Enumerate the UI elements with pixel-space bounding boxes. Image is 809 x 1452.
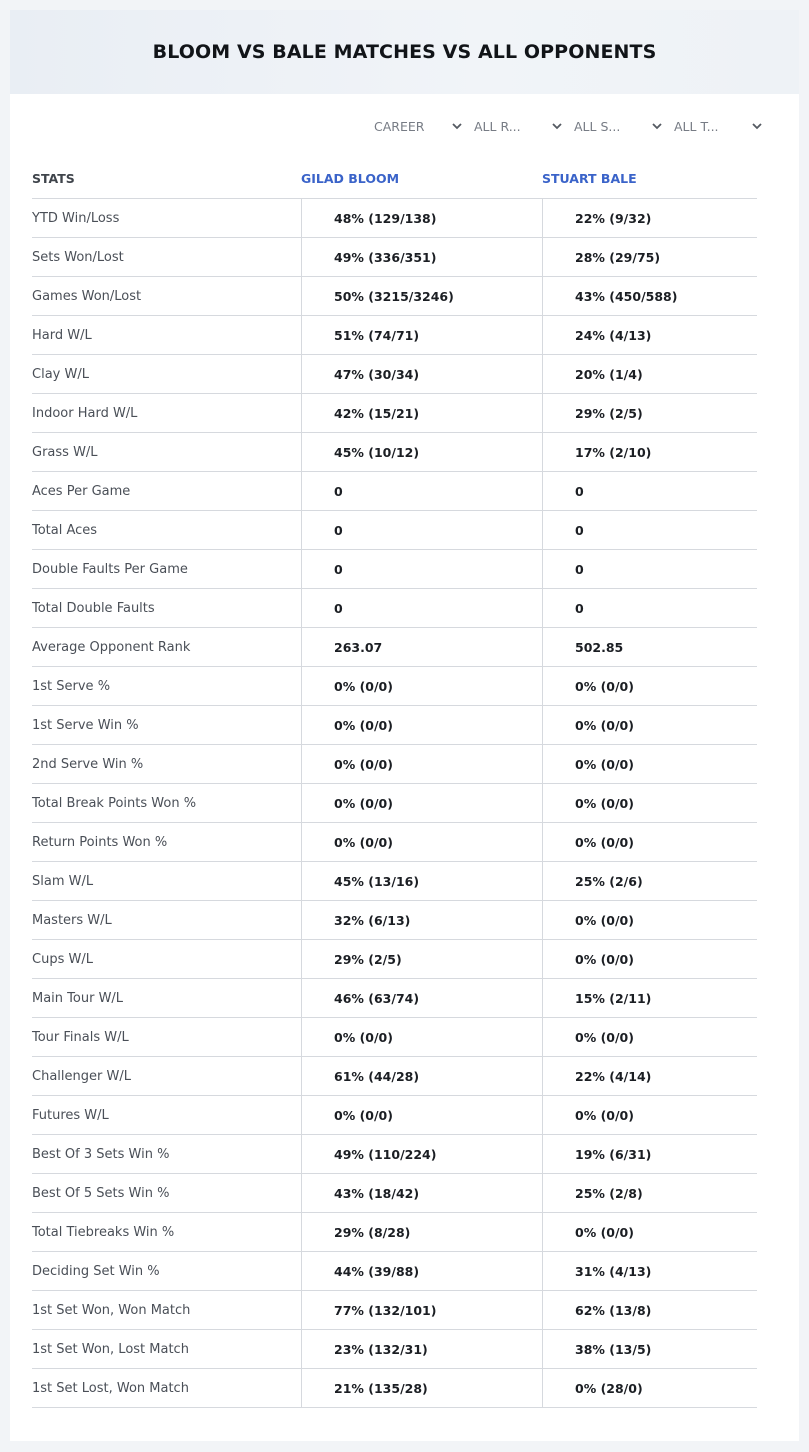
player1-value: 47% (30/34) — [301, 355, 542, 393]
player1-value: 49% (110/224) — [301, 1135, 542, 1173]
chevron-down-icon — [452, 121, 462, 131]
stat-label: Main Tour W/L — [32, 990, 124, 1006]
player1-value: 0% (0/0) — [301, 1096, 542, 1134]
table-row — [32, 1213, 757, 1252]
table-row — [32, 823, 757, 862]
table-row — [32, 745, 757, 784]
table-body — [32, 199, 757, 1408]
table-row — [32, 1252, 757, 1291]
filter-tournament-select[interactable] — [674, 115, 774, 137]
table-row — [32, 667, 757, 706]
player2-value: 28% (29/75) — [542, 238, 757, 276]
player2-value: 0% (0/0) — [542, 1213, 757, 1251]
stat-label: Double Faults Per Game — [32, 561, 188, 577]
player1-value: 42% (15/21) — [301, 394, 542, 432]
player2-value: 22% (9/32) — [542, 199, 757, 237]
player1-value: 21% (135/28) — [301, 1369, 542, 1407]
table-row — [32, 1369, 757, 1408]
table-row — [32, 511, 757, 550]
player2-value: 0 — [542, 472, 757, 510]
player2-value: 17% (2/10) — [542, 433, 757, 471]
player1-value: 29% (2/5) — [301, 940, 542, 978]
stat-label: Cups W/L — [32, 951, 93, 967]
filter-period-select[interactable] — [374, 115, 474, 137]
stat-label: Slam W/L — [32, 873, 94, 889]
stat-label: Total Tiebreaks Win % — [32, 1224, 175, 1240]
table-row — [32, 784, 757, 823]
stat-label: Challenger W/L — [32, 1068, 131, 1084]
player1-value: 0% (0/0) — [301, 784, 542, 822]
player1-value: 0% (0/0) — [301, 823, 542, 861]
table-row — [32, 1330, 757, 1369]
table-row — [32, 277, 757, 316]
table-row — [32, 628, 757, 667]
player1-value: 0% (0/0) — [301, 1018, 542, 1056]
stat-label: Total Break Points Won % — [32, 795, 197, 811]
stat-label: Deciding Set Win % — [32, 1263, 160, 1279]
table-row — [32, 433, 757, 472]
stat-label: 1st Set Won, Lost Match — [32, 1341, 189, 1357]
player2-value: 24% (4/13) — [542, 316, 757, 354]
stat-label: YTD Win/Loss — [32, 210, 120, 226]
stat-label: 1st Set Lost, Won Match — [32, 1380, 189, 1396]
player1-value: 50% (3215/3246) — [301, 277, 542, 315]
player1-value: 29% (8/28) — [301, 1213, 542, 1251]
player1-value: 0 — [301, 511, 542, 549]
filter-bar — [374, 115, 774, 137]
player1-value: 0% (0/0) — [301, 667, 542, 705]
player1-value: 61% (44/28) — [301, 1057, 542, 1095]
player2-value: 0 — [542, 589, 757, 627]
card-header — [10, 10, 799, 94]
stat-label: Total Aces — [32, 522, 98, 538]
stat-label: 2nd Serve Win % — [32, 756, 144, 772]
player2-value: 62% (13/8) — [542, 1291, 757, 1329]
stat-label: Sets Won/Lost — [32, 249, 124, 265]
player1-value: 77% (132/101) — [301, 1291, 542, 1329]
player1-value: 0 — [301, 472, 542, 510]
player1-value: 51% (74/71) — [301, 316, 542, 354]
stat-label: Average Opponent Rank — [32, 639, 191, 655]
stat-label: Return Points Won % — [32, 834, 168, 850]
player1-value: 46% (63/74) — [301, 979, 542, 1017]
stat-label: 1st Serve Win % — [32, 717, 139, 733]
chevron-down-icon — [652, 121, 662, 131]
player2-value: 0% (0/0) — [542, 667, 757, 705]
table-row — [32, 1291, 757, 1330]
filter-round-label: ALL R... — [474, 118, 521, 134]
table-row — [32, 1174, 757, 1213]
player2-value: 15% (2/11) — [542, 979, 757, 1017]
stat-label: Indoor Hard W/L — [32, 405, 138, 421]
stat-label: 1st Set Won, Won Match — [32, 1302, 191, 1318]
player2-value: 43% (450/588) — [542, 277, 757, 315]
player1-value: 45% (10/12) — [301, 433, 542, 471]
chevron-down-icon — [752, 121, 762, 131]
player1-value: 263.07 — [301, 628, 542, 666]
player2-value: 38% (13/5) — [542, 1330, 757, 1368]
table-row — [32, 394, 757, 433]
stat-label: Best Of 5 Sets Win % — [32, 1185, 170, 1201]
stats-table — [32, 158, 757, 1408]
player2-value: 0% (0/0) — [542, 1018, 757, 1056]
table-row — [32, 862, 757, 901]
player1-value: 45% (13/16) — [301, 862, 542, 900]
player2-value: 0% (0/0) — [542, 940, 757, 978]
table-row — [32, 589, 757, 628]
player1-value: 0 — [301, 589, 542, 627]
stats-column-header: STATS — [32, 170, 75, 186]
player2-value: 22% (4/14) — [542, 1057, 757, 1095]
player1-value: 49% (336/351) — [301, 238, 542, 276]
player1-value: 0% (0/0) — [301, 745, 542, 783]
player2-value: 0% (0/0) — [542, 1096, 757, 1134]
table-row — [32, 316, 757, 355]
table-row — [32, 1135, 757, 1174]
table-row — [32, 1057, 757, 1096]
stat-label: Clay W/L — [32, 366, 89, 382]
player2-value: 29% (2/5) — [542, 394, 757, 432]
player1-value: 43% (18/42) — [301, 1174, 542, 1212]
stat-label: Masters W/L — [32, 912, 112, 928]
player2-value: 502.85 — [542, 628, 757, 666]
filter-period-label: CAREER — [374, 118, 425, 134]
table-row — [32, 550, 757, 589]
table-row — [32, 1096, 757, 1135]
player2-value: 25% (2/8) — [542, 1174, 757, 1212]
page-title: BLOOM VS BALE MATCHES VS ALL OPPONENTS — [152, 41, 657, 63]
filter-tournament-label: ALL T... — [674, 118, 719, 134]
filter-surface-label: ALL S... — [574, 118, 621, 134]
stat-label: Games Won/Lost — [32, 288, 142, 304]
player2-value: 0% (0/0) — [542, 823, 757, 861]
stat-label: Aces Per Game — [32, 483, 131, 499]
player1-value: 32% (6/13) — [301, 901, 542, 939]
chevron-down-icon — [552, 121, 562, 131]
table-row — [32, 979, 757, 1018]
table-row — [32, 472, 757, 511]
player2-value: 31% (4/13) — [542, 1252, 757, 1290]
stat-label: 1st Serve % — [32, 678, 111, 694]
player2-value: 0% (28/0) — [542, 1369, 757, 1407]
stat-label: Grass W/L — [32, 444, 98, 460]
player1-value: 0 — [301, 550, 542, 588]
player1-column-header[interactable]: GILAD BLOOM — [301, 170, 400, 186]
player2-value: 0% (0/0) — [542, 745, 757, 783]
stat-label: Hard W/L — [32, 327, 92, 343]
table-row — [32, 238, 757, 277]
table-header — [32, 158, 757, 199]
player1-value: 0% (0/0) — [301, 706, 542, 744]
table-row — [32, 940, 757, 979]
player1-value: 48% (129/138) — [301, 199, 542, 237]
player2-value: 0 — [542, 511, 757, 549]
player2-value: 0% (0/0) — [542, 901, 757, 939]
table-row — [32, 199, 757, 238]
stat-label: Total Double Faults — [32, 600, 155, 616]
table-row — [32, 355, 757, 394]
player2-value: 20% (1/4) — [542, 355, 757, 393]
stat-label: Tour Finals W/L — [32, 1029, 129, 1045]
stat-label: Futures W/L — [32, 1107, 109, 1123]
filter-surface-select[interactable] — [574, 115, 674, 137]
filter-round-select[interactable] — [474, 115, 574, 137]
player2-value: 19% (6/31) — [542, 1135, 757, 1173]
table-row — [32, 1018, 757, 1057]
table-row — [32, 706, 757, 745]
player2-column-header[interactable]: STUART BALE — [542, 170, 637, 186]
player1-value: 44% (39/88) — [301, 1252, 542, 1290]
table-row — [32, 901, 757, 940]
stat-label: Best Of 3 Sets Win % — [32, 1146, 170, 1162]
player2-value: 0% (0/0) — [542, 706, 757, 744]
player1-value: 23% (132/31) — [301, 1330, 542, 1368]
player2-value: 0 — [542, 550, 757, 588]
player2-value: 25% (2/6) — [542, 862, 757, 900]
player2-value: 0% (0/0) — [542, 784, 757, 822]
